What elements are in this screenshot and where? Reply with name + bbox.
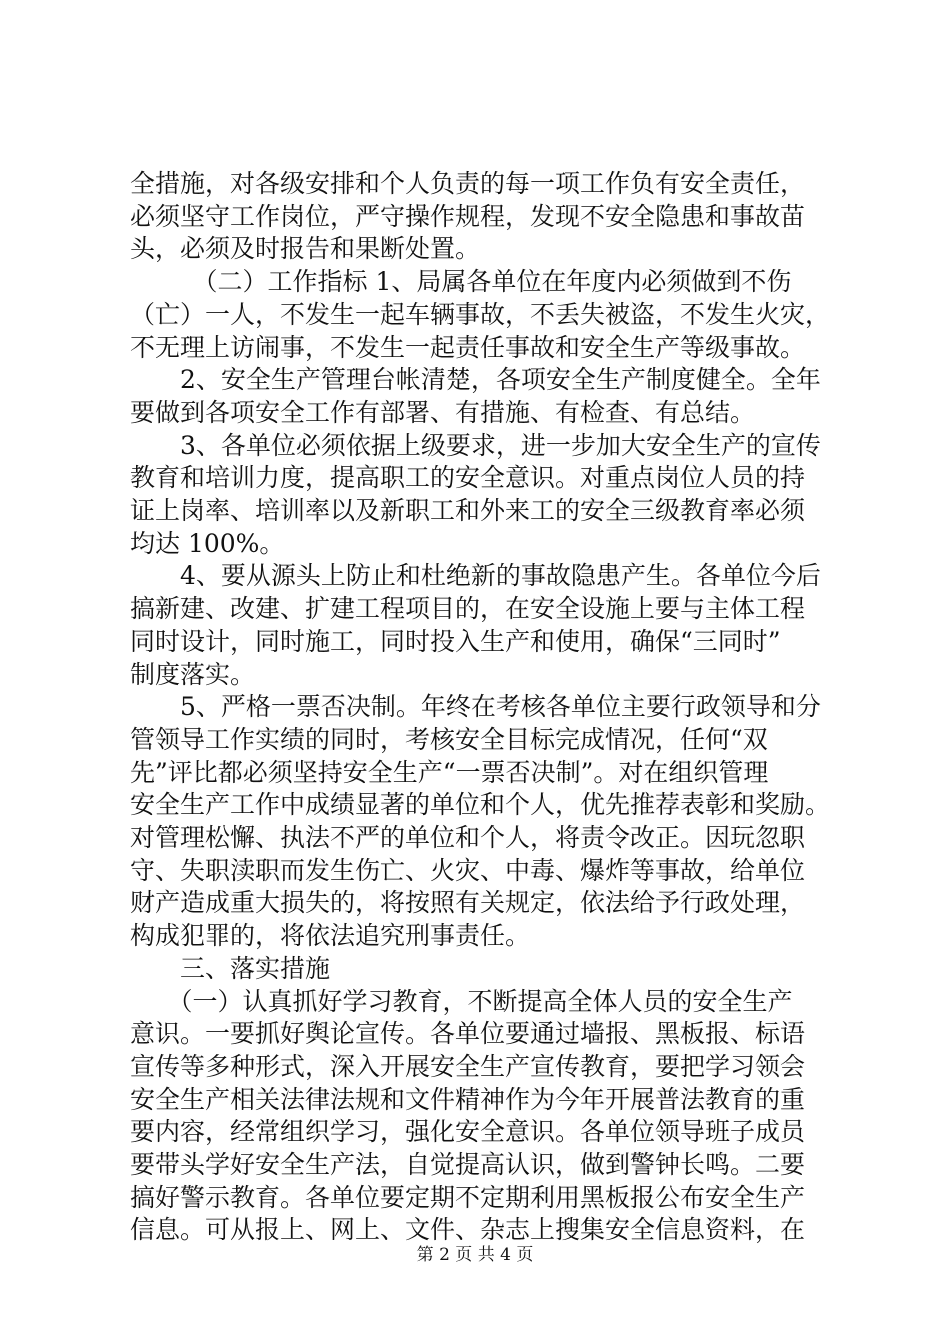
- text-line: 财产造成重大损失的，将按照有关规定，依法给予行政处理，: [130, 888, 806, 917]
- text-line: （亡）一人，不发生一起车辆事故，不丢失被盗，不发生火灾，: [130, 300, 831, 329]
- text-line: 安全生产工作中成绩显著的单位和个人，优先推荐表彰和奖励。: [130, 790, 831, 819]
- text-line: 守、失职渎职而发生伤亡、火灾、中毒、爆炸等事故，给单位: [130, 856, 806, 885]
- text-line: 要做到各项安全工作有部署、有措施、有检查、有总结。: [130, 398, 756, 427]
- text-line: 构成犯罪的，将依法追究刑事责任。: [130, 921, 531, 950]
- text-line: 同时设计，同时施工，同时投入生产和使用，确保“三同时”: [130, 627, 781, 656]
- page-number-footer: 第 2 页 共 4 页: [416, 1245, 534, 1265]
- text-line: 搞新建、改建、扩建工程项目的，在安全设施上要与主体工程: [130, 594, 806, 623]
- text-line: 对管理松懈、执法不严的单位和个人，将责令改正。因玩忽职: [130, 823, 806, 852]
- text-line: 头，必须及时报告和果断处置。: [130, 234, 481, 263]
- text-line: 3、各单位必须依据上级要求，进一步加大安全生产的宣传: [155, 431, 821, 460]
- text-line: 搞好警示教育。各单位要定期不定期利用黑板报公布安全生产: [130, 1183, 806, 1212]
- text-line: 不无理上访闹事，不发生一起责任事故和安全生产等级事故。: [130, 333, 806, 362]
- text-line: 必须坚守工作岗位，严守操作规程，发现不安全隐患和事故苗: [130, 202, 806, 231]
- text-line: 均达 100%。: [130, 529, 285, 558]
- text-line: 先”评比都必须坚持安全生产“一票否决制”。对在组织管理: [130, 758, 769, 787]
- text-line: 要带头学好安全生产法，自觉提高认识，做到警钟长鸣。二要: [130, 1150, 806, 1179]
- text-line: 2、安全生产管理台帐清楚，各项安全生产制度健全。全年: [155, 365, 821, 394]
- text-line: 管领导工作实绩的同时，考核安全目标完成情况，任何“双: [130, 725, 768, 754]
- section-heading: 三、落实措施: [155, 954, 331, 983]
- text-line: 要内容，经常组织学习，强化安全意识。各单位领导班子成员: [130, 1117, 806, 1146]
- text-line: （一）认真抓好学习教育，不断提高全体人员的安全生产: [155, 987, 793, 1016]
- text-line: 证上岗率、培训率以及新职工和外来工的安全三级教育率必须: [130, 496, 806, 525]
- text-line: 意识。一要抓好舆论宣传。各单位要通过墙报、黑板报、标语: [130, 1019, 806, 1048]
- text-line: 4、要从源头上防止和杜绝新的事故隐患产生。各单位今后: [155, 561, 821, 590]
- text-line: （二）工作指标 1、局属各单位在年度内必须做到不伤: [155, 267, 792, 296]
- text-line: 教育和培训力度，提高职工的安全意识。对重点岗位人员的持: [130, 463, 806, 492]
- text-line: 5、严格一票否决制。年终在考核各单位主要行政领导和分: [155, 692, 821, 721]
- text-line: 宣传等多种形式，深入开展安全生产宣传教育，要把学习领会: [130, 1052, 806, 1081]
- text-line: 全措施，对各级安排和个人负责的每一项工作负有安全责任，: [130, 169, 806, 198]
- text-line: 信息。可从报上、网上、文件、杂志上搜集安全信息资料，在: [130, 1215, 806, 1244]
- text-line: 制度落实。: [130, 660, 256, 689]
- text-line: 安全生产相关法律法规和文件精神作为今年开展普法教育的重: [130, 1085, 806, 1114]
